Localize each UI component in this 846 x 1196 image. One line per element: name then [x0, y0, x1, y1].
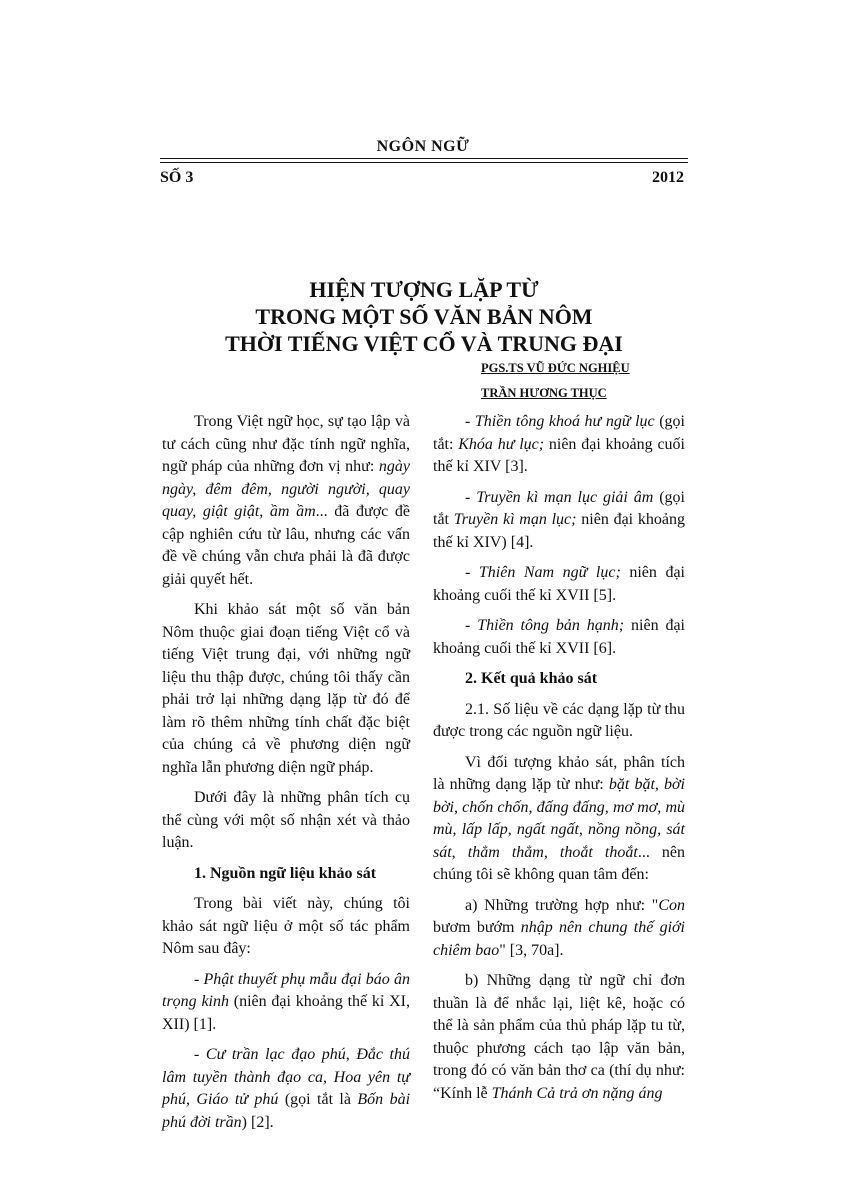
section-heading: 2. Kết quả khảo sát	[465, 670, 598, 687]
issue-number: SỐ 3	[160, 169, 194, 186]
issue-year: 2012	[652, 169, 684, 186]
source-item: - Phật thuyết phụ mẫu đại báo ân trọng kinh (niên đại khoảng thế kỉ XI, XII) [1].	[162, 970, 411, 1033]
source-item: - Cư trần lạc đạo phú, Đắc thú lâm tuyền thành đạo ca, Hoa yên tự phú, Giáo tử phú (gọi tắt là Bốn bài phú đời trần) [2].	[162, 1046, 411, 1131]
source-item: - Truyền kì mạn lục giải âm (gọi tắt Truyền kì mạn lục; niên đại khoảng thế kỉ XIV) [4].	[433, 488, 685, 551]
title-line: TRONG MỘT SỐ VĂN BẢN NÔM	[255, 304, 593, 329]
source-item: - Thiền tông bản hạnh; niên đại khoảng cuối thế kỉ XVII [6].	[433, 617, 686, 657]
section-heading: 1. Nguồn ngữ liệu khảo sát	[194, 864, 377, 882]
title-line: THỜI TIẾNG VIỆT CỔ VÀ TRUNG ĐẠI	[225, 331, 623, 356]
paragraph: 2.1. Số liệu về các dạng lặp từ thu được trong các nguồn ngữ liệu.	[433, 700, 685, 740]
paragraph: Dưới đây là những phân tích cụ thể cùng với một số nhận xét và thảo luận.	[162, 789, 410, 851]
paragraph: b) Những dạng từ ngữ chỉ đơn thuần là để nhắc lại, liệt kê, hoặc có thể là sản phẩm của thủ pháp lặp tu từ, thuộc phương cách tạo lập văn bản, trong đó có văn bản thơ ca (thí dụ như: “Kính lễ Thánh Cả trả ơn nặng áng	[433, 972, 685, 1102]
author-1: PGS.TS VŨ ĐỨC NGHIỆU	[481, 361, 630, 375]
header-rule-top	[160, 158, 688, 159]
right-column	[433, 411, 685, 1113]
paragraph: Trong bài viết này, chúng tôi khảo sát ngữ liệu ở một số tác phẩm Nôm sau đây:	[162, 895, 410, 957]
left-column	[162, 411, 410, 1142]
author-2: TRẦN HƯƠNG THỤC	[481, 386, 607, 400]
paragraph: a) Những trường hợp như: "Con bươm bướm nhập nên chung thế giới chiêm bao" [3, 70a].	[433, 896, 686, 959]
header-rule-bottom	[160, 162, 688, 163]
intro-paragraph: Trong Việt ngữ học, sự tạo lập và tư cách cũng như đặc tính ngữ nghĩa, ngữ pháp của những đơn vị như: ngày ngày, đêm đêm, người người, quay quay, giật giật, ầm ầm... đã được đề cập nghiên cứu từ lâu, nhưng các vấn đề về chúng vẫn chưa phải là đã được giải quyết hết.	[162, 413, 411, 588]
journal-name: NGÔN NGỮ	[376, 138, 470, 155]
paragraph: Khi khảo sát một số văn bản Nôm thuộc giai đoạn tiếng Việt cổ và tiếng Việt trung đại, với những ngữ liệu thu thập được, chúng tôi thấy cần phải trở lại những dạng lặp từ đó để làm rõ thêm những tính chất đặc biệt của chúng cả về phương diện ngữ nghĩa lẫn phương diện ngữ pháp.	[162, 601, 410, 776]
paragraph: Vì đối tượng khảo sát, phân tích là những dạng lặp từ như: bặt bặt, bời bời, chốn chốn, đấng đấng, mơ mơ, mù mù, lấp lấp, ngất ngất, nồng nồng, sát sát, thẳm thẳm, thoắt thoắt... nên chúng tôi sẽ không quan tâm đến:	[433, 753, 686, 883]
source-item: - Thiền tông khoá hư ngữ lục (gọi tắt: Khóa hư lục; niên đại khoảng cuối thế kỉ XIV [3].	[433, 413, 685, 475]
source-item: - Thiên Nam ngữ lục; niên đại khoảng cuối thế kỉ XVII [5].	[433, 564, 686, 604]
title-line: HIỆN TƯỢNG LẶP TỪ	[309, 277, 539, 302]
article-title	[160, 276, 688, 357]
